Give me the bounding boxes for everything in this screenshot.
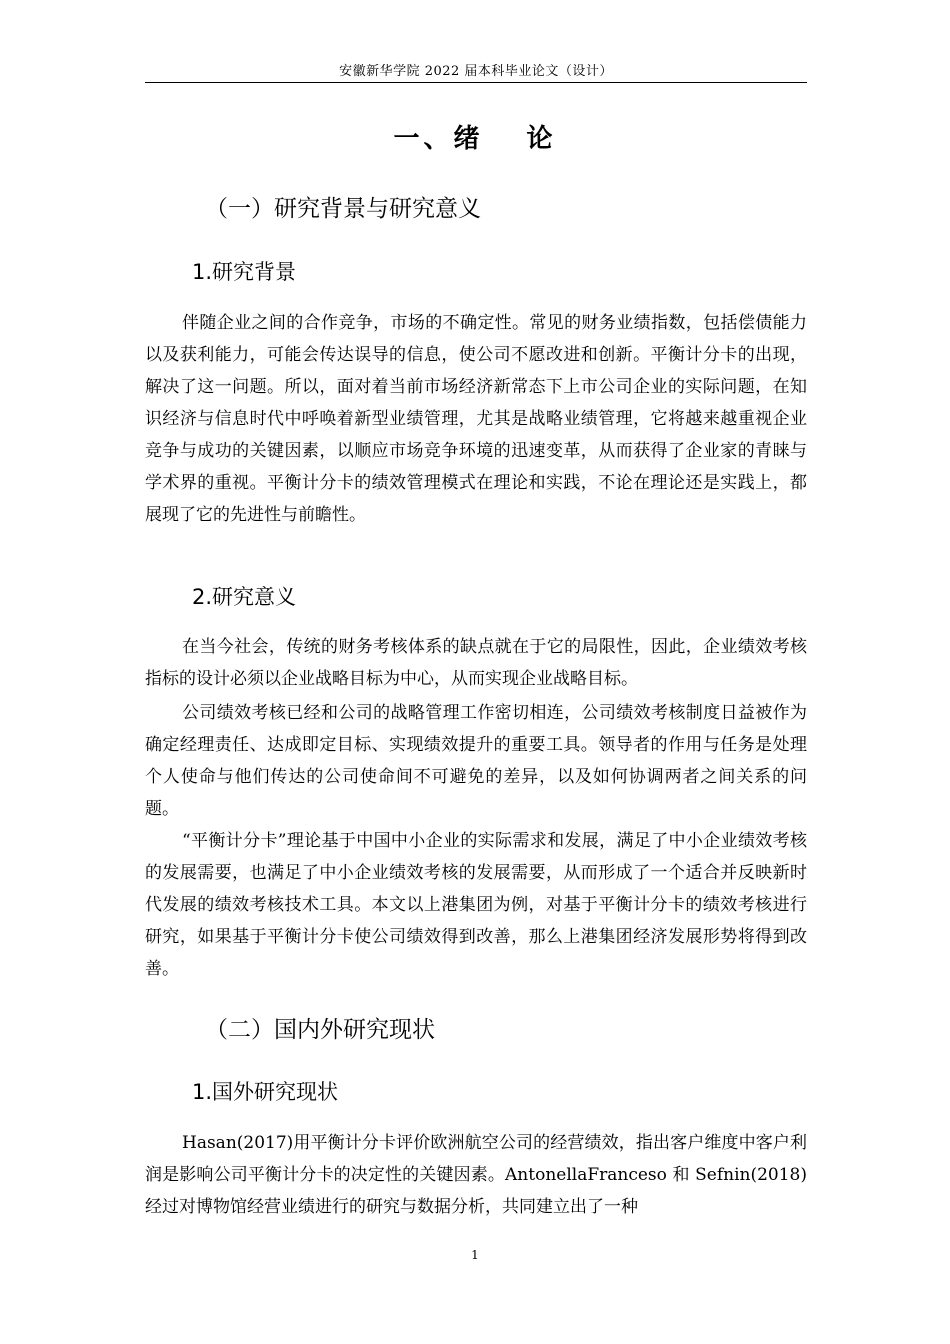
paragraph-foreign-research: Hasan(2017)用平衡计分卡评价欧洲航空公司的经营绩效，指出客户维度中客户利润是影响公司平衡计分卡的决定性的关键因素。AntonellaFranceso 和 Sefnin(2018)经过对博物馆经营业绩进行的研究与数据分析，共同建立出了一种	[145, 1133, 807, 1217]
section-heading-1: （一）研究背景与研究意义	[205, 196, 481, 222]
paragraph-background: 伴随企业之间的合作竞争，市场的不确定性。常见的财务业绩指数，包括偿债能力以及获利能力，可能会传达误导的信息，使公司不愿改进和创新。平衡计分卡的出现，解决了这一问题。所以，面对着当前市场经济新常态下上市公司企业的实际问题，在知识经济与信息时代中呼唤着新型业绩管理，尤其是战略业绩管理，它将越来越重视企业竞争与成功的关键因素，以顺应市场竞争环境的迅速变革，从而获得了企业家的青睐与学术界的重视。平衡计分卡的绩效管理模式在理论和实践，不论在理论还是实践上，都展现了它的先进性与前瞻性。	[145, 313, 807, 525]
paragraph-significance-2: 公司绩效考核已经和公司的战略管理工作密切相连，公司绩效考核制度日益被作为确定经理责任、达成即定目标、实现绩效提升的重要工具。领导者的作用与任务是处理个人使命与他们传达的公司使命间不可避免的差异，以及如何协调两者之间关系的问题。	[145, 703, 807, 819]
subsection-heading-research-significance: 2.研究意义	[192, 585, 297, 609]
page-header: 安徽新华学院 2022 届本科毕业论文（设计）	[339, 64, 613, 79]
paragraph-significance-1: 在当今社会，传统的财务考核体系的缺点就在于它的局限性，因此，企业绩效考核指标的设计必须以企业战略目标为中心，从而实现企业战略目标。	[145, 637, 807, 689]
chapter-title: 一、绪 论	[393, 124, 557, 154]
page-number: 1	[471, 1248, 479, 1262]
section-heading-2: （二）国内外研究现状	[205, 1017, 435, 1043]
subsection-heading-research-background: 1.研究背景	[192, 260, 297, 284]
header-rule	[145, 82, 807, 83]
paragraph-significance-3: “平衡计分卡”理论基于中国中小企业的实际需求和发展，满足了中小企业绩效考核的发展需要，也满足了中小企业绩效考核的发展需要，从而形成了一个适合并反映新时代发展的绩效考核技术工具。本文以上港集团为例，对基于平衡计分卡的绩效考核进行研究，如果基于平衡计分卡使公司绩效得到改善，那么上港集团经济发展形势将得到改善。	[145, 831, 807, 979]
subsection-heading-foreign-research: 1.国外研究现状	[192, 1080, 339, 1104]
